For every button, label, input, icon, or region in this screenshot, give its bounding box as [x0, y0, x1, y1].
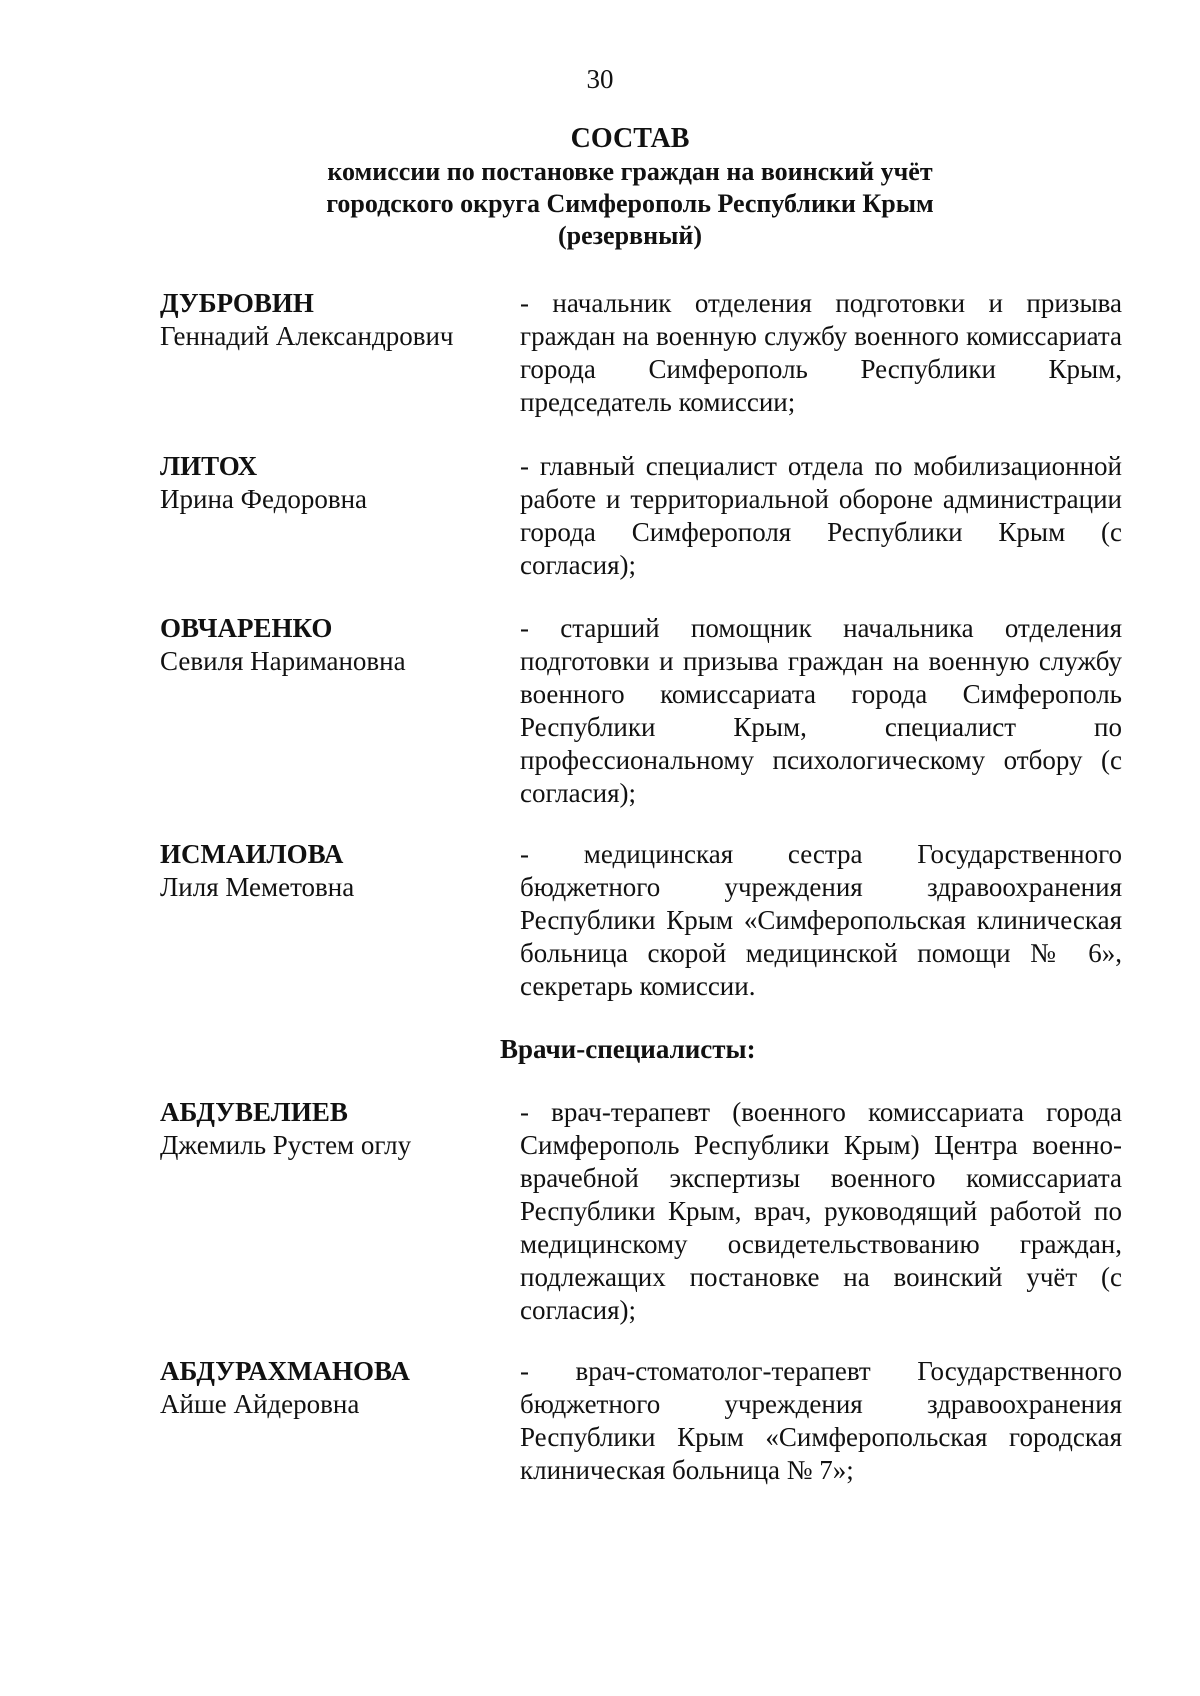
- member-given-name: Лиля Меметовна: [160, 872, 355, 902]
- doctor-given-name: Джемиль Рустем оглу: [160, 1130, 412, 1160]
- doctor-description: - врач-стоматолог-терапевт Государственного бюджетного учреждения здравоохранения Республики Крым «Симферопольская городская клиническая больница № 7»;: [520, 1356, 1122, 1485]
- member-description: - начальник отделения подготовки и призыва граждан на военную службу военного комиссариата города Симферополь Республики Крым, председатель комиссии;: [520, 288, 1122, 417]
- doctor-surname: АБДУРАХМАНОВА: [160, 1356, 410, 1386]
- heading-line-1: комиссии по постановке граждан на воинский учёт: [327, 157, 933, 186]
- member-description: - старший помощник начальника отделения подготовки и призыва граждан на военную службу военного комиссариата города Симферополь Республики Крым, специалист по профессиональному психологическому отбору (с согласия);: [520, 613, 1122, 808]
- member-surname: ИСМАИЛОВА: [160, 839, 344, 869]
- member-given-name: Севиля Наримановна: [160, 646, 406, 676]
- member-surname: ДУБРОВИН: [160, 288, 314, 318]
- heading-line-3: (резервный): [557, 221, 703, 250]
- member-description: - главный специалист отдела по мобилизационной работе и территориальной обороне администрации города Симферополя Республики Крым (с согласия);: [520, 451, 1122, 580]
- page-number: 30: [586, 64, 614, 94]
- heading-title: СОСТАВ: [570, 123, 690, 154]
- document-heading: [200, 122, 1060, 252]
- doctor-description: - врач-терапевт (военного комиссариата города Симферополь Республики Крым) Центра военно-врачебной экспертизы военного комиссариата Республики Крым, врач, руководящий работой по медицинскому освидетельствованию граждан, подлежащих постановке на воинский учёт (с согласия);: [520, 1097, 1122, 1325]
- member-given-name: Ирина Федоровна: [160, 484, 368, 514]
- member-description: - медицинская сестра Государственного бюджетного учреждения здравоохранения Республики Крым «Симферопольская клиническая больница скорой медицинской помощи № 6», секретарь комиссии.: [520, 839, 1122, 1001]
- doctor-surname: АБДУВЕЛИЕВ: [160, 1097, 348, 1127]
- member-given-name: Геннадий Александрович: [160, 321, 454, 351]
- member-surname: ОВЧАРЕНКО: [160, 613, 333, 643]
- section-title-doctors: Врачи-специалисты:: [500, 1034, 756, 1064]
- member-surname: ЛИТОХ: [160, 451, 258, 481]
- heading-line-2: городского округа Симферополь Республики Крым: [326, 189, 934, 218]
- doctor-given-name: Айше Айдеровна: [160, 1389, 360, 1419]
